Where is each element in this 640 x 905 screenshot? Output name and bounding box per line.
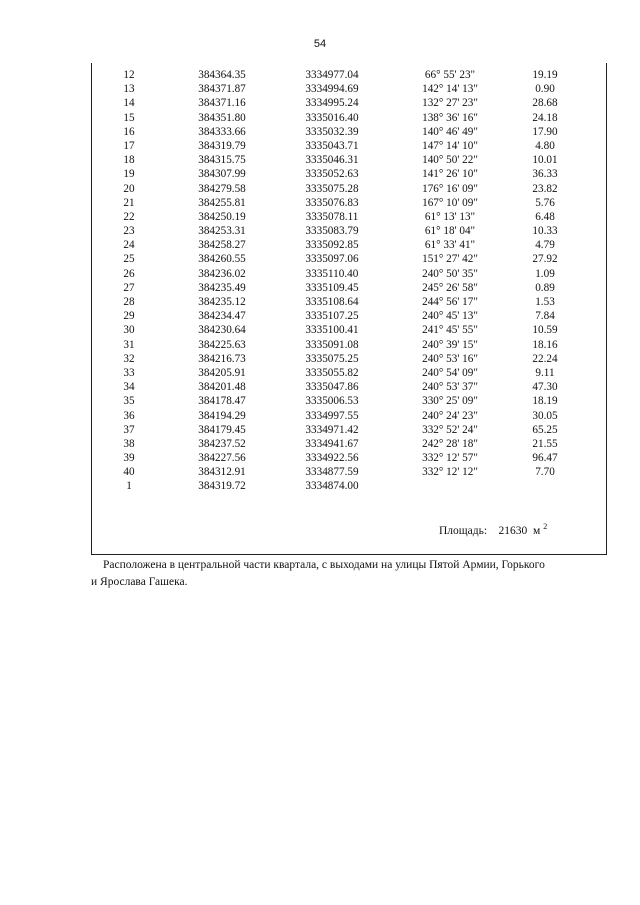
point-number: 39 bbox=[123, 452, 135, 465]
table-row bbox=[92, 366, 608, 380]
table-row bbox=[92, 238, 608, 252]
direction-angle: 140° 50' 22" bbox=[422, 154, 478, 167]
direction-angle: 141° 26' 10" bbox=[422, 168, 478, 181]
location-note bbox=[91, 557, 617, 591]
direction-angle: 240° 50' 35" bbox=[422, 267, 478, 280]
table-row bbox=[92, 82, 608, 96]
direction-angle: 140° 46' 49" bbox=[422, 125, 478, 138]
point-number: 21 bbox=[123, 196, 135, 209]
x-coordinate: 384351.80 bbox=[198, 111, 246, 124]
table-row bbox=[92, 281, 608, 295]
y-coordinate: 3334997.55 bbox=[305, 409, 359, 422]
direction-angle: 240° 39' 15" bbox=[422, 338, 478, 351]
table-row bbox=[92, 111, 608, 125]
y-coordinate: 3335110.40 bbox=[305, 267, 359, 280]
table-row bbox=[92, 465, 608, 479]
x-coordinate: 384279.58 bbox=[198, 182, 246, 195]
table-row bbox=[92, 210, 608, 224]
x-coordinate: 384333.66 bbox=[198, 125, 246, 138]
direction-angle: 332° 12' 12" bbox=[422, 466, 478, 479]
segment-length: 27.92 bbox=[532, 253, 558, 266]
direction-angle: 240° 54' 09" bbox=[422, 366, 478, 379]
y-coordinate: 3335032.39 bbox=[305, 125, 359, 138]
x-coordinate: 384179.45 bbox=[198, 423, 246, 436]
segment-length: 4.80 bbox=[535, 139, 555, 152]
point-number: 25 bbox=[123, 253, 135, 266]
area-unit-power: 2 bbox=[543, 522, 548, 531]
segment-length: 21.55 bbox=[532, 437, 558, 450]
x-coordinate: 384371.16 bbox=[198, 97, 246, 110]
x-coordinate: 384194.29 bbox=[198, 409, 246, 422]
segment-length: 7.84 bbox=[535, 310, 555, 323]
point-number: 35 bbox=[123, 395, 135, 408]
point-number: 36 bbox=[123, 409, 135, 422]
table-row bbox=[92, 182, 608, 196]
direction-angle: 147° 14' 10" bbox=[422, 139, 478, 152]
point-number: 34 bbox=[123, 381, 135, 394]
table-row bbox=[92, 267, 608, 281]
coordinates-rows bbox=[92, 68, 608, 494]
table-row bbox=[92, 479, 608, 493]
segment-length: 22.24 bbox=[532, 352, 558, 365]
x-coordinate: 384312.91 bbox=[198, 466, 246, 479]
y-coordinate: 3335100.41 bbox=[305, 324, 359, 337]
x-coordinate: 384364.35 bbox=[198, 69, 246, 81]
segment-length: 19.19 bbox=[532, 69, 558, 81]
table-row bbox=[92, 153, 608, 167]
y-coordinate: 3334922.56 bbox=[305, 452, 359, 465]
x-coordinate: 384319.79 bbox=[198, 139, 246, 152]
x-coordinate: 384255.81 bbox=[198, 196, 246, 209]
segment-length: 6.48 bbox=[535, 210, 555, 223]
point-number: 20 bbox=[123, 182, 135, 195]
point-number: 26 bbox=[123, 267, 135, 280]
x-coordinate: 384235.12 bbox=[198, 296, 246, 308]
table-row bbox=[92, 125, 608, 139]
table-row bbox=[92, 167, 608, 181]
point-number: 24 bbox=[123, 239, 135, 252]
y-coordinate: 3335052.63 bbox=[305, 168, 359, 181]
x-coordinate: 384315.75 bbox=[198, 154, 246, 167]
segment-length: 24.18 bbox=[532, 111, 558, 124]
segment-length: 1.09 bbox=[535, 267, 555, 280]
direction-angle: 332° 52' 24" bbox=[422, 423, 478, 436]
point-number: 29 bbox=[123, 310, 135, 323]
table-row bbox=[92, 139, 608, 153]
point-number: 18 bbox=[123, 154, 135, 167]
y-coordinate: 3335109.45 bbox=[305, 281, 359, 294]
segment-length: 4.79 bbox=[535, 239, 555, 252]
x-coordinate: 384230.64 bbox=[198, 324, 246, 337]
table-row bbox=[92, 295, 608, 309]
table-row bbox=[92, 380, 608, 394]
point-number: 33 bbox=[123, 366, 135, 379]
point-number: 17 bbox=[123, 139, 135, 152]
x-coordinate: 384260.55 bbox=[198, 253, 246, 266]
segment-length: 65.25 bbox=[532, 423, 558, 436]
point-number: 15 bbox=[123, 111, 135, 124]
table-row bbox=[92, 96, 608, 110]
segment-length: 30.05 bbox=[532, 409, 558, 422]
point-number: 32 bbox=[123, 352, 135, 365]
table-row bbox=[92, 409, 608, 423]
x-coordinate: 384236.02 bbox=[198, 267, 246, 280]
x-coordinate: 384237.52 bbox=[198, 437, 246, 450]
segment-length: 9.11 bbox=[535, 366, 555, 379]
segment-length: 0.90 bbox=[535, 83, 555, 96]
direction-angle: 240° 53' 16" bbox=[422, 352, 478, 365]
x-coordinate: 384201.48 bbox=[198, 381, 246, 394]
segment-length: 28.68 bbox=[532, 97, 558, 110]
direction-angle: 132° 27' 23" bbox=[422, 97, 478, 110]
x-coordinate: 384253.31 bbox=[198, 225, 246, 238]
direction-angle: 240° 53' 37" bbox=[422, 381, 478, 394]
x-coordinate: 384225.63 bbox=[198, 338, 246, 351]
segment-length: 17.90 bbox=[532, 125, 558, 138]
table-row bbox=[92, 224, 608, 238]
y-coordinate: 3334994.69 bbox=[305, 83, 359, 96]
x-coordinate: 384234.47 bbox=[198, 310, 246, 323]
page-number: 54 bbox=[313, 38, 327, 50]
y-coordinate: 3334971.42 bbox=[305, 423, 359, 436]
y-coordinate: 3335006.53 bbox=[305, 395, 359, 408]
y-coordinate: 3334877.59 bbox=[305, 466, 359, 479]
segment-length: 23.82 bbox=[532, 182, 558, 195]
segment-length: 0.89 bbox=[535, 281, 555, 294]
table-row bbox=[92, 423, 608, 437]
x-coordinate: 384250.19 bbox=[198, 210, 246, 223]
point-number: 13 bbox=[123, 83, 135, 96]
point-number: 16 bbox=[123, 125, 135, 138]
direction-angle: 241° 45' 55" bbox=[422, 324, 478, 337]
table-row bbox=[92, 338, 608, 352]
point-number: 27 bbox=[123, 281, 135, 294]
area-unit-base: м bbox=[533, 524, 541, 537]
coordinates-table bbox=[91, 63, 607, 555]
x-coordinate: 384205.91 bbox=[198, 366, 246, 379]
table-row bbox=[92, 451, 608, 465]
area-value: 21630 bbox=[498, 524, 528, 537]
table-row bbox=[92, 252, 608, 266]
direction-angle: 332° 12' 57" bbox=[422, 452, 478, 465]
segment-length: 10.59 bbox=[532, 324, 558, 337]
area-summary bbox=[439, 522, 547, 537]
direction-angle: 61° 18' 04" bbox=[424, 225, 476, 238]
y-coordinate: 3335083.79 bbox=[305, 225, 359, 238]
y-coordinate: 3335046.31 bbox=[305, 154, 359, 167]
table-row bbox=[92, 68, 608, 82]
direction-angle: 61° 13' 13" bbox=[424, 210, 476, 223]
point-number: 19 bbox=[123, 168, 135, 181]
note-line-2: и Ярослава Гашека. bbox=[91, 576, 188, 588]
direction-angle: 240° 24' 23" bbox=[422, 409, 478, 422]
segment-length: 96.47 bbox=[532, 452, 558, 465]
direction-angle: 151° 27' 42" bbox=[422, 253, 478, 266]
y-coordinate: 3335097.06 bbox=[305, 253, 359, 266]
note-line-1: Расположена в центральной части квартала, с выходами на улицы Пятой Армии, Горького bbox=[103, 559, 545, 571]
y-coordinate: 3335075.28 bbox=[305, 182, 359, 195]
point-number: 37 bbox=[123, 423, 135, 436]
y-coordinate: 3334995.24 bbox=[305, 97, 359, 110]
point-number: 30 bbox=[123, 324, 135, 337]
point-number: 1 bbox=[126, 480, 132, 493]
x-coordinate: 384178.47 bbox=[198, 395, 246, 408]
table-row bbox=[92, 394, 608, 408]
y-coordinate: 3335092.85 bbox=[305, 239, 359, 252]
segment-length: 10.33 bbox=[532, 225, 558, 238]
point-number: 12 bbox=[123, 69, 135, 81]
point-number: 22 bbox=[123, 210, 135, 223]
direction-angle: 66° 55' 23" bbox=[424, 69, 476, 81]
x-coordinate: 384371.87 bbox=[198, 83, 246, 96]
point-number: 31 bbox=[123, 338, 135, 351]
table-row bbox=[92, 323, 608, 337]
point-number: 38 bbox=[123, 437, 135, 450]
direction-angle: 245° 26' 58" bbox=[422, 281, 478, 294]
y-coordinate: 3335043.71 bbox=[305, 139, 359, 152]
y-coordinate: 3334941.67 bbox=[305, 437, 359, 450]
area-label: Площадь: bbox=[439, 524, 488, 537]
y-coordinate: 3335091.08 bbox=[305, 338, 359, 351]
y-coordinate: 3335078.11 bbox=[305, 210, 359, 223]
y-coordinate: 3334977.04 bbox=[305, 69, 359, 81]
y-coordinate: 3335055.82 bbox=[305, 366, 359, 379]
segment-length: 5.76 bbox=[535, 196, 555, 209]
segment-length: 18.16 bbox=[532, 338, 558, 351]
y-coordinate: 3335108.64 bbox=[305, 296, 359, 308]
x-coordinate: 384258.27 bbox=[198, 239, 246, 252]
direction-angle: 176° 16' 09" bbox=[422, 182, 478, 195]
direction-angle: 142° 14' 13" bbox=[422, 83, 478, 96]
segment-length: 18.19 bbox=[532, 395, 558, 408]
y-coordinate: 3335107.25 bbox=[305, 310, 359, 323]
y-coordinate: 3335047.86 bbox=[305, 381, 359, 394]
y-coordinate: 3334874.00 bbox=[305, 480, 359, 493]
direction-angle: 138° 36' 16" bbox=[422, 111, 478, 124]
direction-angle: 244° 56' 17" bbox=[422, 296, 478, 308]
area-unit bbox=[533, 522, 548, 537]
point-number: 28 bbox=[123, 296, 135, 308]
x-coordinate: 384307.99 bbox=[198, 168, 246, 181]
segment-length: 10.01 bbox=[532, 154, 558, 167]
table-row bbox=[92, 352, 608, 366]
table-row bbox=[92, 437, 608, 451]
point-number: 40 bbox=[123, 466, 135, 479]
table-row bbox=[92, 196, 608, 210]
x-coordinate: 384216.73 bbox=[198, 352, 246, 365]
point-number: 23 bbox=[123, 225, 135, 238]
point-number: 14 bbox=[123, 97, 135, 110]
segment-length: 47.30 bbox=[532, 381, 558, 394]
direction-angle: 61° 33' 41" bbox=[424, 239, 476, 252]
segment-length: 36.33 bbox=[532, 168, 558, 181]
x-coordinate: 384235.49 bbox=[198, 281, 246, 294]
y-coordinate: 3335076.83 bbox=[305, 196, 359, 209]
table-row bbox=[92, 309, 608, 323]
direction-angle: 240° 45' 13" bbox=[422, 310, 478, 323]
direction-angle: 167° 10' 09" bbox=[422, 196, 478, 209]
direction-angle: 242° 28' 18" bbox=[422, 437, 478, 450]
segment-length: 7.70 bbox=[535, 466, 555, 479]
direction-angle: 330° 25' 09" bbox=[422, 395, 478, 408]
y-coordinate: 3335016.40 bbox=[305, 111, 359, 124]
y-coordinate: 3335075.25 bbox=[305, 352, 359, 365]
x-coordinate: 384319.72 bbox=[198, 480, 246, 493]
segment-length: 1.53 bbox=[535, 296, 555, 308]
x-coordinate: 384227.56 bbox=[198, 452, 246, 465]
